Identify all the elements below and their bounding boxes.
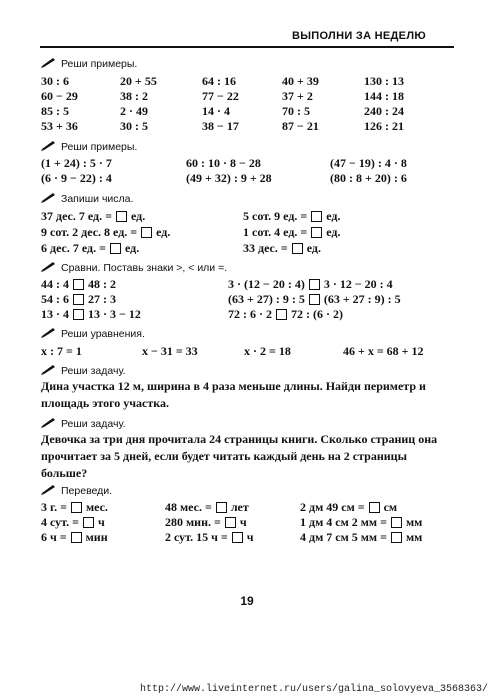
section-8-title: Переведи. xyxy=(41,485,112,497)
answer-box[interactable] xyxy=(73,309,84,320)
number-item: 33 дес. = ед. xyxy=(243,241,321,255)
section-6-title: Реши задачу. xyxy=(41,365,126,377)
answer-box[interactable] xyxy=(391,532,402,543)
pencil-icon xyxy=(41,328,57,338)
convert-item: 2 сут. 15 ч = ч xyxy=(165,530,254,544)
example: 53 + 36 xyxy=(41,119,78,133)
answer-box[interactable] xyxy=(232,532,243,543)
equation: x · 2 = 18 xyxy=(244,344,291,358)
answer-box[interactable] xyxy=(83,517,94,528)
equation: x : 7 = 1 xyxy=(41,344,82,358)
example: 14 · 4 xyxy=(202,104,231,118)
answer-box[interactable] xyxy=(71,532,82,543)
answer-box[interactable] xyxy=(216,502,227,513)
convert-item: 2 дм 49 см = см xyxy=(300,500,398,514)
answer-box[interactable] xyxy=(73,294,84,305)
equation: 46 + x = 68 + 12 xyxy=(343,344,424,358)
answer-box[interactable] xyxy=(391,517,402,528)
answer-box[interactable] xyxy=(311,211,322,222)
example: 2 · 49 xyxy=(120,104,149,118)
answer-box[interactable] xyxy=(116,211,127,222)
pencil-icon xyxy=(41,193,57,203)
page-header xyxy=(40,26,454,48)
task-text: Девочка за три дня прочитала 24 страницы книги. Сколько страниц она прочитает за 5 дней, если будет читать каждый день на 2 страницы больше? xyxy=(41,432,438,480)
number-item: 5 сот. 9 ед. = ед. xyxy=(243,209,341,223)
section-2-title: Реши примеры. xyxy=(41,141,137,153)
answer-box[interactable] xyxy=(71,502,82,513)
section-4-title: Сравни. Поставь знаки >, < или =. xyxy=(41,262,227,274)
pencil-icon xyxy=(41,365,57,375)
example: 144 : 18 xyxy=(364,89,404,103)
answer-box[interactable] xyxy=(311,227,322,238)
answer-box[interactable] xyxy=(369,502,380,513)
compare-item: 13 · 4 13 · 3 − 12 xyxy=(41,307,141,321)
answer-box[interactable] xyxy=(276,309,287,320)
compare-item: 44 : 4 48 : 2 xyxy=(41,277,116,291)
source-url[interactable]: http://www.liveinternet.ru/users/galina_solovyeva_3568363/ xyxy=(139,684,488,695)
example: 30 : 5 xyxy=(120,119,148,133)
example: 77 − 22 xyxy=(202,89,239,103)
pencil-icon xyxy=(41,418,57,428)
number-item: 9 сот. 2 дес. 8 ед. = ед. xyxy=(41,225,171,239)
convert-item: 280 мин. = ч xyxy=(165,515,247,529)
compare-item: 3 · (12 − 20 : 4) 3 · 12 − 20 : 4 xyxy=(228,277,393,291)
example: 37 + 2 xyxy=(282,89,313,103)
answer-box[interactable] xyxy=(309,279,320,290)
convert-item: 6 ч = мин xyxy=(41,530,108,544)
answer-box[interactable] xyxy=(225,517,236,528)
section-5-title: Реши уравнения. xyxy=(41,328,145,340)
example: 20 + 55 xyxy=(120,74,157,88)
pencil-icon xyxy=(41,485,57,495)
expression: (47 − 19) : 4 · 8 xyxy=(330,156,407,170)
expression: (49 + 32) : 9 + 28 xyxy=(186,171,272,185)
page-number: 19 xyxy=(240,594,254,608)
number-item: 37 дес. 7 ед. = ед. xyxy=(41,209,146,223)
pencil-icon xyxy=(41,262,57,272)
example: 38 : 2 xyxy=(120,89,148,103)
answer-box[interactable] xyxy=(309,294,320,305)
compare-item: 72 : 6 · 2 72 : (6 · 2) xyxy=(228,307,343,321)
answer-box[interactable] xyxy=(110,243,121,254)
example: 126 : 21 xyxy=(364,119,404,133)
number-item: 6 дес. 7 ед. = ед. xyxy=(41,241,140,255)
task-text: Дина участка 12 м, ширина в 4 раза меньше длины. Найди периметр и площадь этого участка. xyxy=(41,379,426,410)
example: 38 − 17 xyxy=(202,119,239,133)
example: 40 + 39 xyxy=(282,74,319,88)
convert-item: 4 дм 7 см 5 мм = мм xyxy=(300,530,423,544)
compare-item: 54 : 6 27 : 3 xyxy=(41,292,116,306)
pencil-icon xyxy=(41,141,57,151)
section-3-title: Запиши числа. xyxy=(41,193,133,205)
example: 60 − 29 xyxy=(41,89,78,103)
convert-item: 1 дм 4 см 2 мм = мм xyxy=(300,515,423,529)
convert-item: 3 г. = мес. xyxy=(41,500,108,514)
example: 30 : 6 xyxy=(41,74,69,88)
example: 85 : 5 xyxy=(41,104,69,118)
expression: (80 : 8 + 20) : 6 xyxy=(330,171,407,185)
page-header-title: ВЫПОЛНИ ЗА НЕДЕЛЮ xyxy=(291,30,426,42)
convert-item: 48 мес. = лет xyxy=(165,500,249,514)
answer-box[interactable] xyxy=(292,243,303,254)
equation: x − 31 = 33 xyxy=(142,344,198,358)
example: 130 : 13 xyxy=(364,74,404,88)
answer-box[interactable] xyxy=(141,227,152,238)
compare-item: (63 + 27) : 9 : 5 (63 + 27 : 9) : 5 xyxy=(228,292,401,306)
number-item: 1 сот. 4 ед. = ед. xyxy=(243,225,341,239)
pencil-icon xyxy=(41,58,57,68)
answer-box[interactable] xyxy=(73,279,84,290)
example: 64 : 16 xyxy=(202,74,236,88)
expression: (1 + 24) : 5 · 7 xyxy=(41,156,112,170)
section-1-title: Реши примеры. xyxy=(41,58,137,70)
convert-item: 4 сут. = ч xyxy=(41,515,105,529)
expression: 60 : 10 · 8 − 28 xyxy=(186,156,261,170)
section-7-title: Реши задачу. xyxy=(41,418,126,430)
example: 240 : 24 xyxy=(364,104,404,118)
expression: (6 · 9 − 22) : 4 xyxy=(41,171,112,185)
example: 70 : 5 xyxy=(282,104,310,118)
example: 87 − 21 xyxy=(282,119,319,133)
